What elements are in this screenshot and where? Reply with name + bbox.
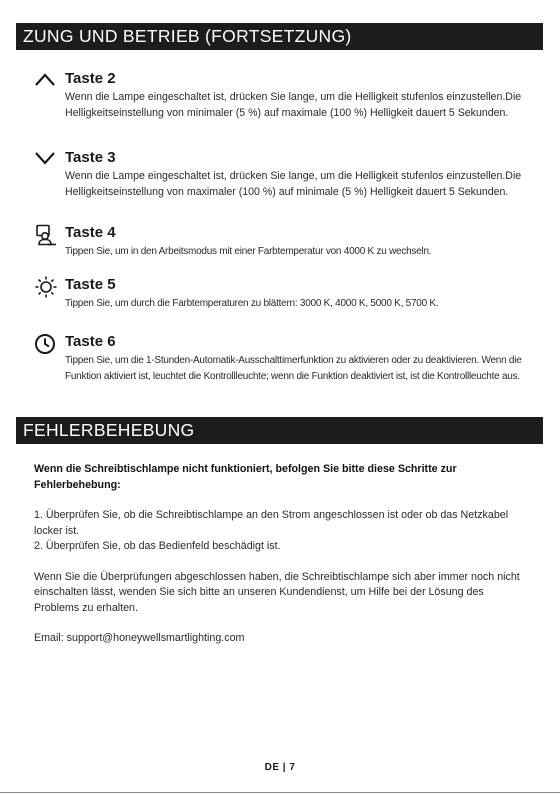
troubleshooting-followup: Wenn Sie die Überprüfungen abgeschlossen haben, die Schreibtischlampe sich aber immer noch nicht einschalten lässt, wenden Sie sich bitte an unseren Kundendienst, um Hilfe bei der Lösung des Problems zu erhalten.: [34, 570, 520, 614]
chevron-down-icon: [34, 149, 58, 171]
chevron-up-icon: [34, 70, 58, 92]
clock-icon: [34, 333, 58, 355]
troubleshooting-step-1: 1. Überprüfen Sie, ob die Schreibtischlampe an den Strom angeschlossen ist oder ob das Netzkabel locker ist.: [34, 509, 509, 537]
taste-3-text: Wenn die Lampe eingeschaltet ist, drücken Sie lange, um die Helligkeit stufenlos einzustellen.Die Helligkeitseinstellung von maximaler (100 %) auf minimale (5 %) Helligkeit dauert 5 Sekunden.: [65, 170, 522, 198]
page-number: DE | 7: [264, 762, 296, 773]
taste-2-title: Taste 2: [65, 70, 116, 87]
taste-2-text: Wenn die Lampe eingeschaltet ist, drücken Sie lange, um die Helligkeit stufenlos einzustellen.Die Helligkeitseinstellung von minimaler (5 %) auf maximale (100 %) Helligkeit dauert 5 Sekunden.: [65, 91, 522, 119]
taste-5-text: Tippen Sie, um durch die Farbtemperaturen zu blättern: 3000 K, 4000 K, 5000 K, 5700 K.: [65, 298, 439, 309]
bottom-divider: [0, 792, 560, 793]
troubleshooting-section: [34, 462, 529, 647]
taste-4-title: Taste 4: [65, 224, 116, 241]
support-email: Email: support@honeywellsmartlighting.com: [34, 632, 245, 644]
sun-icon: [34, 276, 58, 298]
taste-5-title: Taste 5: [65, 276, 116, 293]
taste-6-title: Taste 6: [65, 333, 116, 350]
taste-4-text: Tippen Sie, um in den Arbeitsmodus mit einer Farbtemperatur von 4000 K zu wechseln.: [65, 246, 432, 257]
section-banner-operation: ZUNG UND BETRIEB (FORTSETZUNG): [16, 23, 543, 50]
taste-6-text: Tippen Sie, um die 1-Stunden-Automatik-Ausschalttimerfunktion zu aktivieren oder zu deaktivieren. Wenn die Funktion aktiviert ist, leuchtet die Kontrollleuchte; wenn die Funktion deaktiviert ist, ist die Kontrollleuchte aus.: [65, 355, 522, 382]
troubleshooting-intro: Wenn die Schreibtischlampe nicht funktioniert, befolgen Sie bitte diese Schritte zur Fehlerbehebung:: [34, 463, 457, 491]
taste-3-title: Taste 3: [65, 149, 116, 166]
work-mode-person-icon: [34, 224, 58, 246]
troubleshooting-step-2: 2. Überprüfen Sie, ob das Bedienfeld beschädigt ist.: [34, 540, 281, 552]
section-banner-troubleshooting: FEHLERBEHEBUNG: [16, 417, 543, 444]
